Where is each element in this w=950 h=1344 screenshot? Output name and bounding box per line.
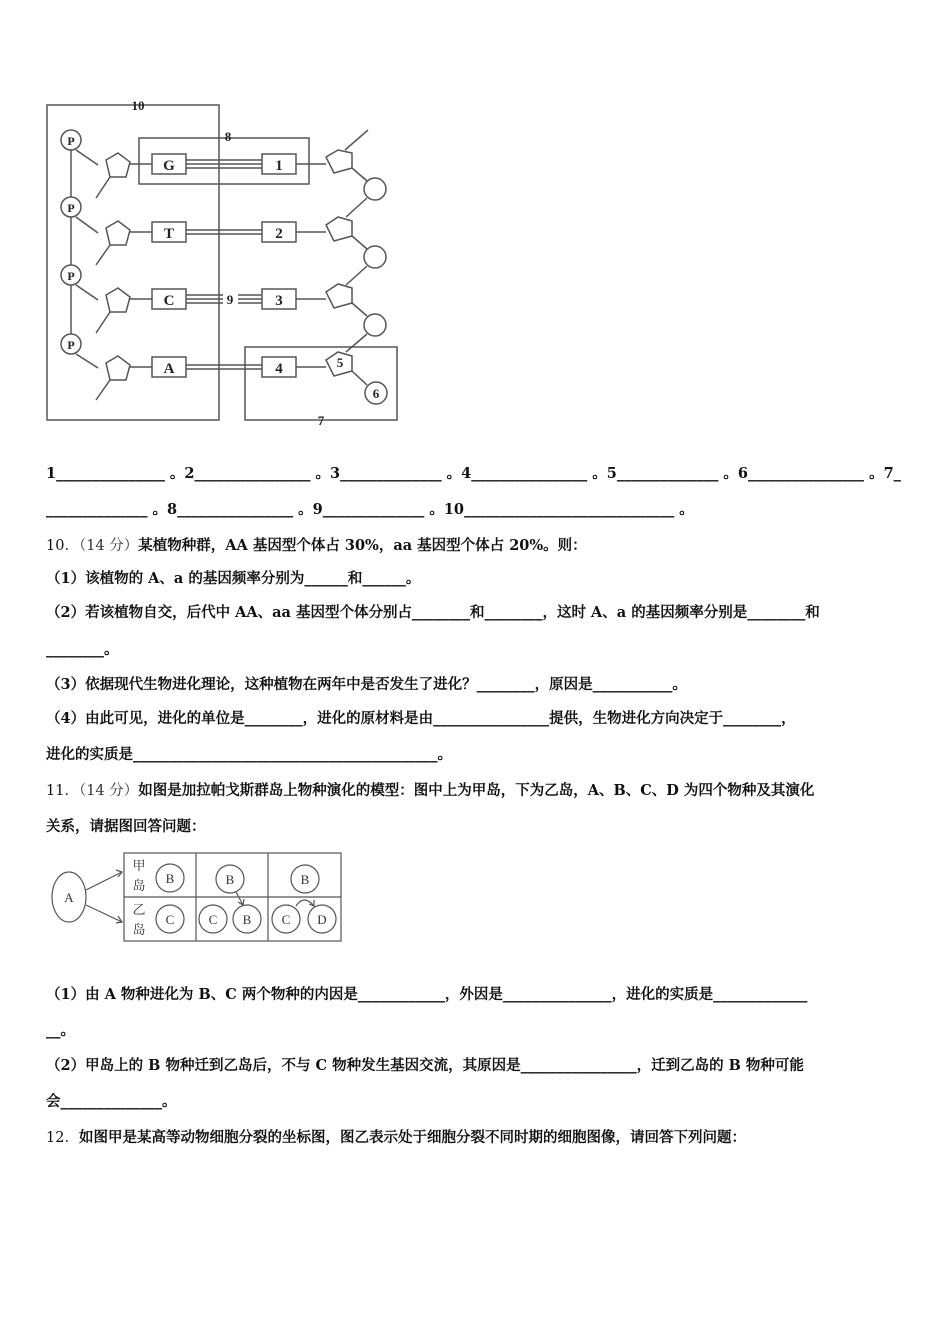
q12-number: 12． [46, 1130, 79, 1146]
species-a: A [64, 890, 74, 905]
island-evolution-figure [46, 850, 346, 945]
q11-sub1-cont: __。 [46, 1022, 75, 1039]
species-c: C [208, 912, 218, 927]
phosphate-label: P [67, 269, 75, 283]
q11-stem-cont: 关系，请据图回答问题： [46, 818, 206, 835]
dna-answer-line-1: 1_______________ 。2________________ 。3______________ 。4________________ 。5______________ 。6________________ 。7_ [46, 465, 901, 482]
phosphate-label: P [67, 338, 75, 352]
label-4: 4 [275, 361, 283, 377]
base-g: G [163, 158, 175, 174]
q10-sub1: （1）该植物的 A、a 的基因频率分别为______和______。 [46, 570, 421, 587]
q10-stem [46, 534, 587, 555]
island-top-char2: 岛 [132, 878, 146, 893]
box-7 [245, 347, 397, 420]
q11-sub2: （2）甲岛上的 B 物种迁到乙岛后，不与 C 物种发生基因交流，其原因是________________，迁到乙岛的 B 物种可能 [46, 1057, 804, 1074]
q10-sub4-cont: 进化的实质是__________________________________________。 [46, 746, 452, 763]
label-6: 6 [372, 386, 380, 401]
q10-points: （14 分） [78, 538, 139, 554]
label-10: 10 [131, 98, 145, 113]
label-3: 3 [275, 293, 283, 309]
q11-stem-text: 如图是加拉帕戈斯群岛上物种演化的模型：图中上为甲岛，下为乙岛，A、B、C、D 为四个物种及其演化 [138, 782, 815, 799]
q10-sub3: （3）依据现代生物进化理论，这种植物在两年中是否发生了进化？________，原因是___________。 [46, 676, 687, 693]
phosphate-label: P [67, 134, 75, 148]
dna-structure-figure [40, 95, 410, 435]
q11-points: （14 分） [78, 783, 139, 799]
species-c: C [165, 912, 175, 927]
base-c: C [163, 293, 175, 309]
q12-stem-text: 如图甲是某高等动物细胞分裂的坐标图，图乙表示处于细胞分裂不同时期的细胞图像，请回答下列问题： [78, 1129, 746, 1146]
phosphate-label: P [67, 201, 75, 215]
q10-number: 10． [46, 538, 79, 554]
label-7: 7 [317, 413, 325, 428]
box-10 [47, 105, 219, 420]
q10-sub2: （2）若该植物自交，后代中 AA、aa 基因型个体分别占________和________，这时 A、a 的基因频率分别是________和 [46, 604, 820, 621]
island-bottom-char2: 岛 [132, 922, 146, 937]
species-d: D [317, 912, 327, 927]
label-8: 8 [224, 129, 232, 144]
label-5: 5 [336, 355, 344, 370]
island-top-char1: 甲 [132, 858, 146, 873]
species-b: B [165, 871, 175, 886]
q10-sub4: （4）由此可见，进化的单位是________，进化的原材料是由________________提供，生物进化方向决定于________， [46, 710, 796, 727]
species-b: B [300, 872, 310, 887]
label-9: 9 [226, 292, 234, 307]
dna-answer-line-2: ______________ 。8________________ 。9______________ 。10_____________________________ 。 [46, 501, 694, 518]
island-bottom-char1: 乙 [132, 902, 146, 917]
label-2: 2 [275, 226, 283, 242]
q10-stem-text: 某植物种群，AA 基因型个体占 30%，aa 基因型个体占 20%。则： [138, 537, 587, 554]
q11-number: 11． [46, 783, 79, 799]
q11-sub1: （1）由 A 物种进化为 B、C 两个物种的内因是____________，外因是_______________，进化的实质是_____________ [46, 986, 808, 1003]
base-a: A [163, 361, 175, 377]
species-c: C [281, 912, 291, 927]
label-1: 1 [275, 158, 283, 174]
q12-stem [46, 1126, 746, 1147]
base-t: T [163, 226, 175, 242]
q11-stem [46, 779, 814, 800]
q10-sub2-cont: ________。 [46, 641, 119, 658]
q11-sub2-cont: 会______________。 [46, 1093, 177, 1110]
species-b: B [242, 912, 252, 927]
species-b: B [225, 872, 235, 887]
